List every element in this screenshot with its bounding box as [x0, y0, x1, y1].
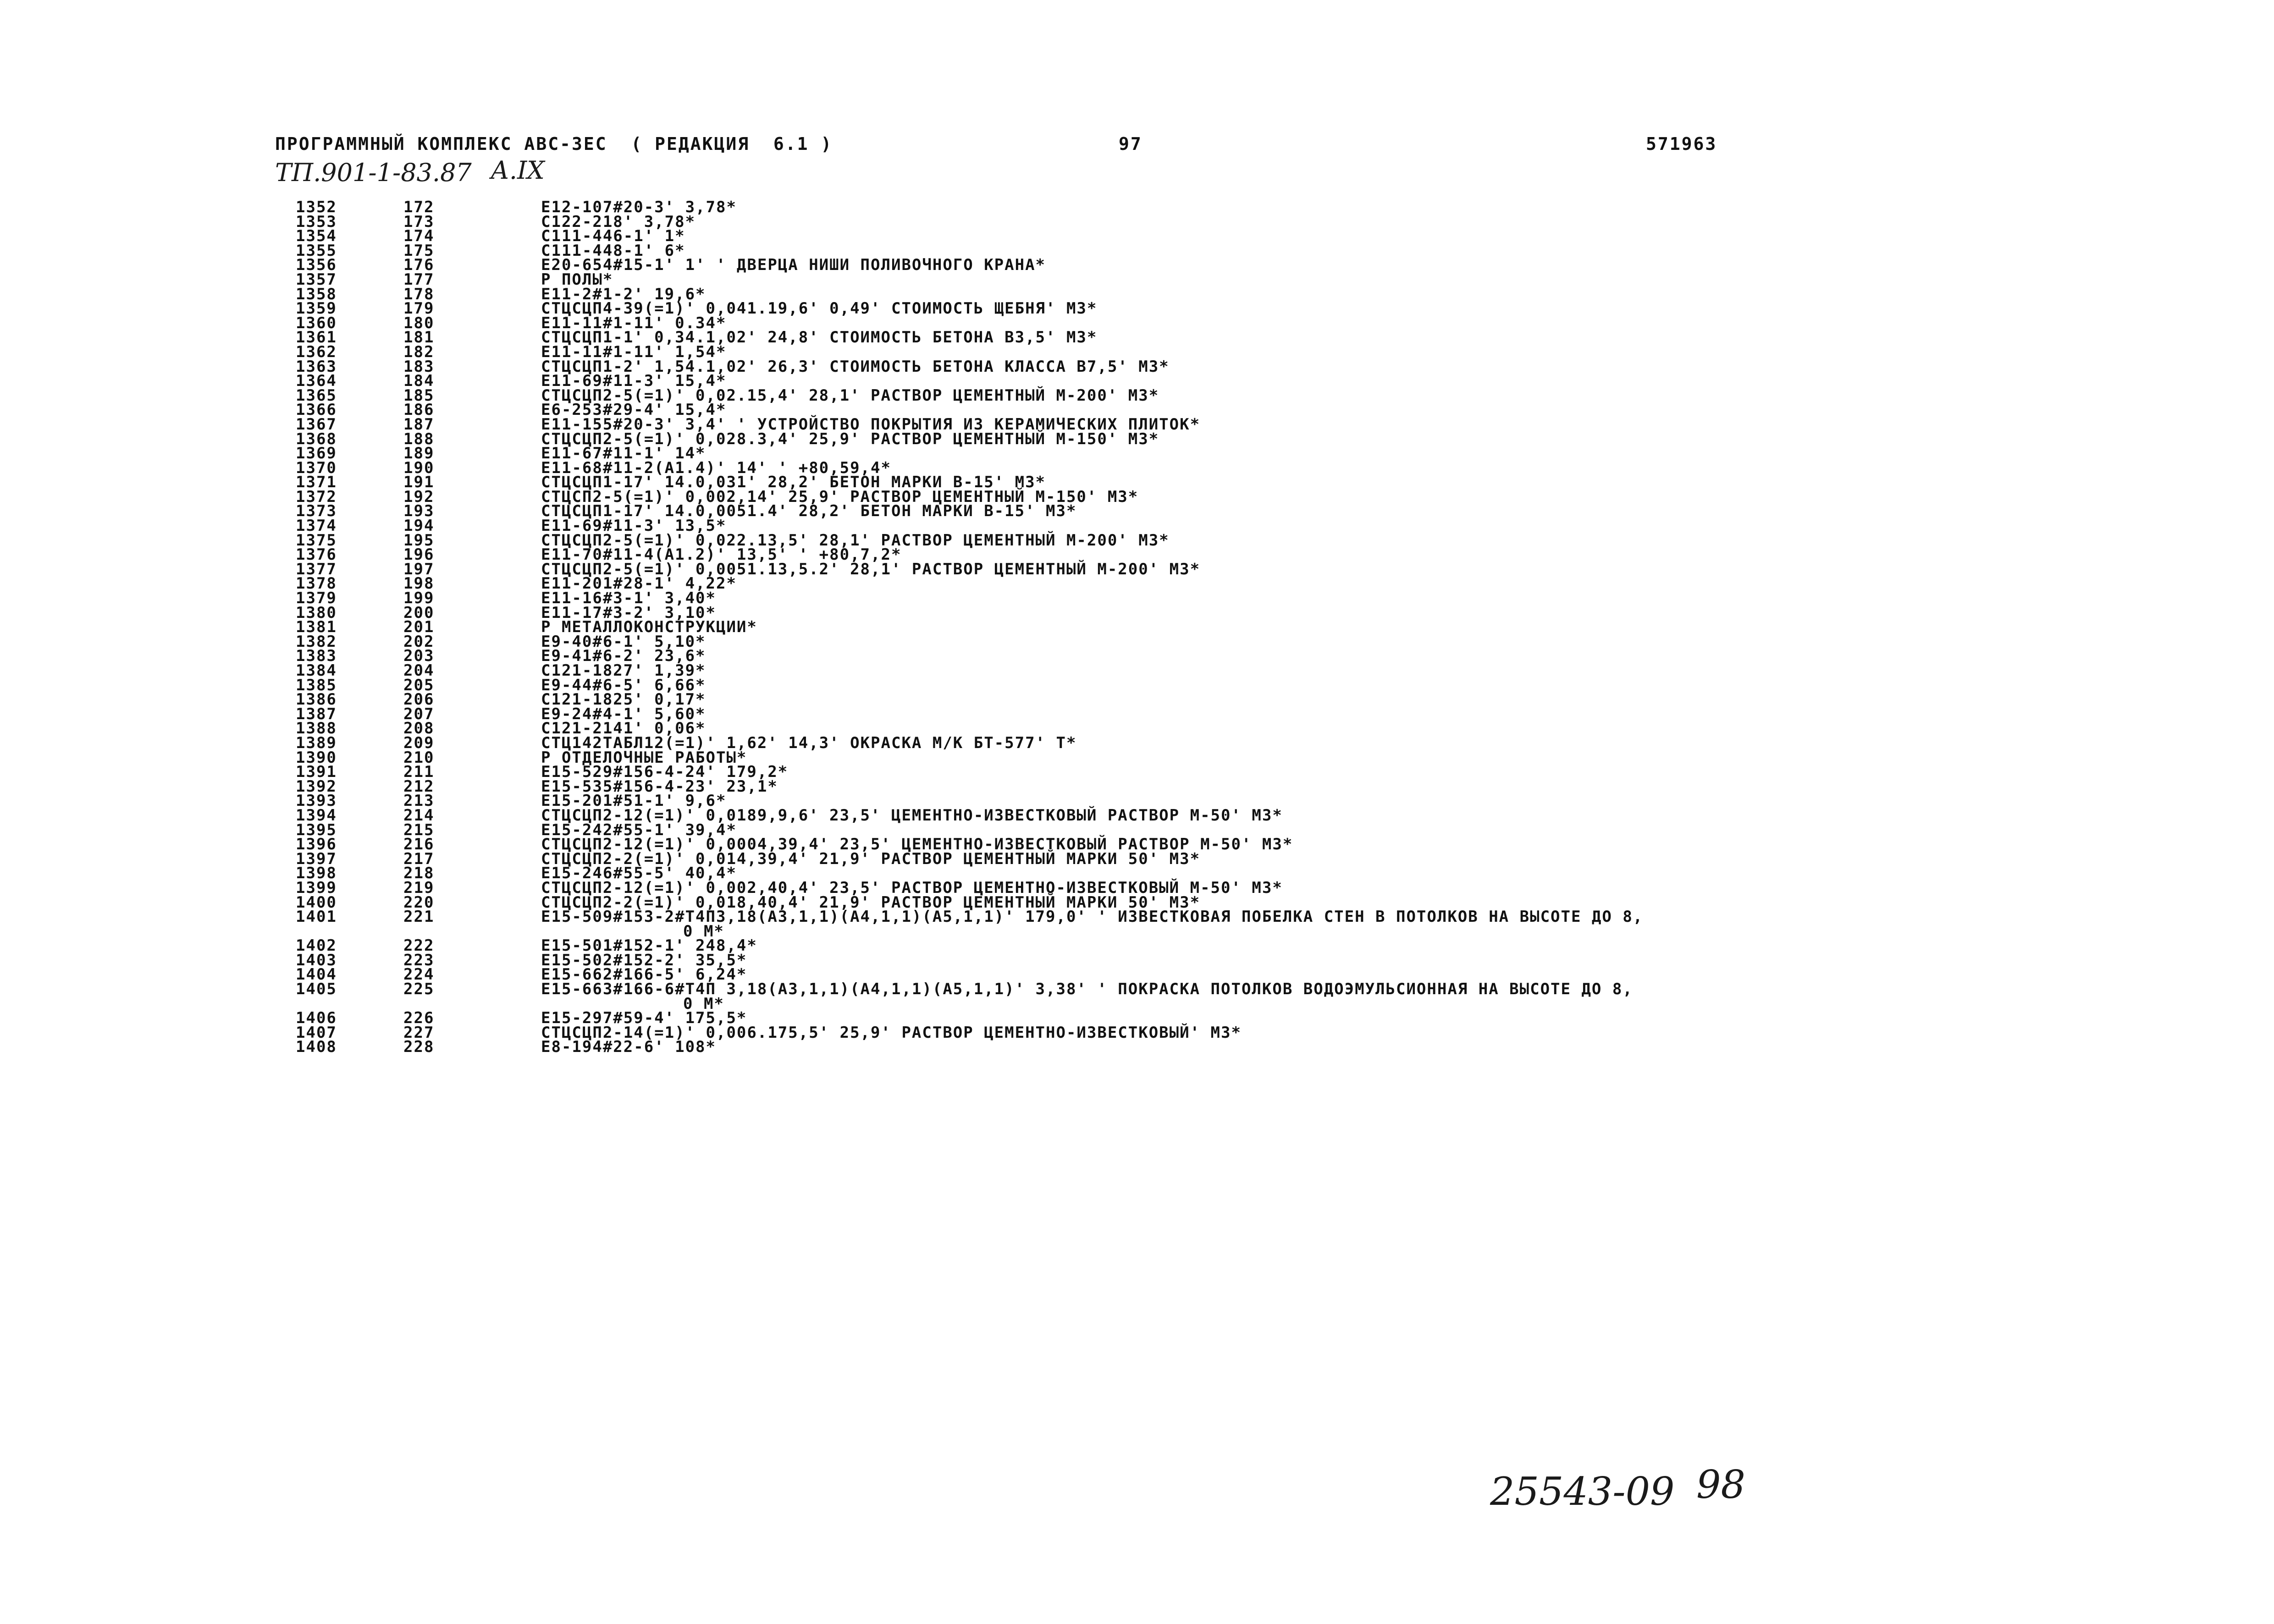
listing-row	[0, 574, 2274, 593]
line-number: 1362	[296, 342, 337, 361]
item-text: Е12-107#20-3' 3,78*	[541, 198, 737, 216]
line-number: 1363	[296, 357, 337, 376]
line-number: 1373	[296, 502, 337, 521]
line-number: 1376	[296, 545, 337, 564]
listing-row	[0, 806, 2274, 825]
line-number: 1392	[296, 777, 337, 796]
listing-row	[0, 316, 2274, 331]
line-number: 1390	[296, 748, 337, 767]
item-number: 194	[403, 517, 435, 535]
item-text: СТЦСЦП2-5(=1)' 0,0051.13,5.2' 28,1' РАСТВОР ЦЕМЕНТНЫЙ М-200' М3*	[541, 560, 1201, 578]
listing-row	[0, 748, 2274, 767]
item-text: Е11-2#1-2' 19,6*	[541, 285, 706, 303]
item-text: СТЦСЦП1-1' 0,34.1,02' 24,8' СТОИМОСТЬ БЕТОНА В3,5' М3*	[541, 328, 1098, 347]
item-number: 225	[403, 980, 435, 999]
listing-row	[0, 299, 2274, 318]
item-number: 228	[403, 1038, 435, 1057]
line-number: 1375	[296, 531, 337, 550]
item-number: 204	[403, 661, 435, 680]
item-number: 183	[403, 357, 435, 376]
listing-row	[0, 357, 2274, 376]
line-number: 1354	[296, 227, 337, 246]
item-text: Е15-535#156-4-23' 23,1*	[541, 777, 778, 796]
item-text: Е11-11#1-11' 0.34*	[541, 314, 727, 332]
listing-row	[0, 982, 2274, 1011]
item-text: Е6-253#29-4' 15,4*	[541, 401, 727, 419]
line-number: 1358	[296, 285, 337, 303]
item-number: 202	[403, 632, 435, 651]
item-text: СТЦ142ТАБЛ12(=1)' 1,62' 14,3' ОКРАСКА М/К БТ-577' Т*	[541, 733, 1077, 752]
item-number: 219	[403, 878, 435, 897]
line-number: 1356	[296, 256, 337, 275]
line-number: 1398	[296, 864, 337, 883]
item-text: Е15-246#55-5' 40,4*	[541, 864, 737, 883]
listing-row	[0, 603, 2274, 622]
line-number: 1402	[296, 936, 337, 955]
item-text: СТЦСЦП2-5(=1)' 0,028.3,4' 25,9' РАСТВОР ЦЕМЕНТНЫЙ М-150' М3*	[541, 429, 1159, 448]
item-number: 224	[403, 965, 435, 984]
item-text: Е11-70#11-4(А1.2)' 13,5' ' +80,7,2*	[541, 545, 902, 564]
item-text: Е9-44#6-5' 6,66*	[541, 676, 706, 694]
item-text: Е9-40#6-1' 5,10*	[541, 632, 706, 651]
item-text: Е9-24#4-1' 5,60*	[541, 705, 706, 723]
line-number: 1389	[296, 733, 337, 752]
listing-row	[0, 386, 2274, 405]
line-number: 1368	[296, 429, 337, 448]
listing-row	[0, 270, 2274, 289]
item-text: Е15-529#156-4-24' 179,2*	[541, 763, 789, 782]
listing-row	[0, 330, 2274, 345]
item-text: СТЦСЦП1-2' 1,54.1,02' 26,3' СТОИМОСТЬ БЕТОНА КЛАССА В7,5' М3*	[541, 357, 1170, 376]
listing-row	[0, 212, 2274, 231]
item-number: 179	[403, 299, 435, 318]
item-text: Е11-68#11-2(А1.4)' 14' ' +80,59,4*	[541, 458, 891, 477]
line-number: 1379	[296, 589, 337, 608]
listing-row	[0, 707, 2274, 722]
listing-row	[0, 458, 2274, 477]
item-text: Е15-297#59-4' 175,5*	[541, 1009, 747, 1028]
line-number: 1367	[296, 415, 337, 434]
item-text: С111-446-1' 1*	[541, 227, 685, 246]
item-number: 175	[403, 241, 435, 260]
item-text: Е8-194#22-6' 108*	[541, 1038, 716, 1057]
item-text: СТЦСЦП2-12(=1)' 0,0189,9,6' 23,5' ЦЕМЕНТНО-ИЗВЕСТКОВЫЙ РАСТВОР М-50' М3*	[541, 806, 1283, 825]
item-number: 200	[403, 603, 435, 622]
item-text: С122-218' 3,78*	[541, 212, 696, 231]
listing-row	[0, 258, 2274, 273]
item-text: Е11-155#20-3' 3,4' ' УСТРОЙСТВО ПОКРЫТИЯ ИЗ КЕРАМИЧЕСКИХ ПЛИТОК*	[541, 415, 1201, 434]
listing-row	[0, 849, 2274, 868]
item-number: 193	[403, 502, 435, 521]
listing-row	[0, 591, 2274, 606]
item-number: 180	[403, 314, 435, 332]
item-number: 203	[403, 647, 435, 666]
item-text: Е15-509#153-2#Т4П3,18(А3,1,1)(А4,1,1)(А5,1,1)' 179,0' ' ИЗВЕСТКОВАЯ ПОБЕЛКА СТЕН В ПОТОЛКОВ НА ВЫСОТЕ ДО 8,	[541, 908, 1644, 926]
item-text: Е20-654#15-1' 1' ' ДВЕРЦА НИШИ ПОЛИВОЧНОГО КРАНА*	[541, 256, 1046, 275]
item-number: 205	[403, 676, 435, 694]
item-number: 186	[403, 401, 435, 419]
line-number: 1372	[296, 487, 337, 506]
line-number: 1380	[296, 603, 337, 622]
item-number: 226	[403, 1009, 435, 1028]
item-text: Е15-201#51-1' 9,6*	[541, 792, 727, 810]
item-text: С121-2141' 0,06*	[541, 719, 706, 738]
line-number: 1365	[296, 386, 337, 405]
listing-row	[0, 446, 2274, 461]
line-number: 1408	[296, 1038, 337, 1057]
item-number: 184	[403, 372, 435, 391]
line-number: 1360	[296, 314, 337, 332]
line-number: 1353	[296, 212, 337, 231]
line-number: 1384	[296, 661, 337, 680]
item-text: СТЦСЦП2-2(=1)' 0,018,40,4' 21,9' РАСТВОР ЦЕМЕНТНЫЙ МАРКИ 50' М3*	[541, 893, 1201, 912]
item-text: СТЦСЦП1-17' 14.0,0051.4' 28,2' БЕТОН МАРКИ В-15' М3*	[541, 502, 1077, 521]
item-text: Е11-11#1-11' 1,54*	[541, 342, 727, 361]
handwritten-doc-code: ТП.901-1-83.87	[275, 158, 472, 187]
item-number: 172	[403, 198, 435, 216]
line-number: 1377	[296, 560, 337, 578]
listing-row	[0, 429, 2274, 448]
item-number: 215	[403, 820, 435, 839]
item-number: 195	[403, 531, 435, 550]
listing-row	[0, 632, 2274, 651]
item-number: 221	[403, 908, 435, 926]
item-text: С121-1827' 1,39*	[541, 661, 706, 680]
line-number: 1406	[296, 1009, 337, 1028]
item-text: Р МЕТАЛЛОКОНСТРУКЦИИ*	[541, 618, 757, 637]
item-number: 201	[403, 618, 435, 637]
line-number: 1400	[296, 893, 337, 912]
line-number: 1407	[296, 1023, 337, 1042]
item-number: 217	[403, 849, 435, 868]
item-number: 208	[403, 719, 435, 738]
listing-row	[0, 531, 2274, 550]
line-number: 1399	[296, 878, 337, 897]
line-number: 1388	[296, 719, 337, 738]
listing-row	[0, 200, 2274, 215]
item-number: 212	[403, 777, 435, 796]
item-number: 207	[403, 705, 435, 723]
item-text: СТЦСЦП1-17' 14.0,031' 28,2' БЕТОН МАРКИ В-15' М3*	[541, 473, 1046, 492]
line-number: 1381	[296, 618, 337, 637]
item-number: 222	[403, 936, 435, 955]
item-number: 192	[403, 487, 435, 506]
item-text-continuation: 0 М*	[683, 994, 724, 1013]
item-number: 210	[403, 748, 435, 767]
item-number: 178	[403, 285, 435, 303]
item-text: Е15-663#166-6#Т4П 3,18(А3,1,1)(А4,1,1)(А5,1,1)' 3,38' ' ПОКРАСКА ПОТОЛКОВ ВОДОЭМУЛЬСИОННАЯ НА ВЫСОТЕ ДО 8,	[541, 980, 1633, 999]
item-text: СТЦСЦП2-5(=1)' 0,02.15,4' 28,1' РАСТВОР ЦЕМЕНТНЫЙ М-200' М3*	[541, 386, 1159, 405]
listing-row	[0, 733, 2274, 752]
item-text: Е15-502#152-2' 35,5*	[541, 951, 747, 969]
item-number: 227	[403, 1023, 435, 1042]
line-number: 1404	[296, 965, 337, 984]
item-number: 209	[403, 733, 435, 752]
listing-row	[0, 936, 2274, 955]
line-number: 1359	[296, 299, 337, 318]
item-number: 220	[403, 893, 435, 912]
line-number: 1395	[296, 820, 337, 839]
item-number: 197	[403, 560, 435, 578]
item-number: 177	[403, 270, 435, 289]
item-number: 198	[403, 574, 435, 593]
listing-row	[0, 953, 2274, 968]
document-code: 571963	[1646, 134, 1717, 154]
line-number: 1391	[296, 763, 337, 782]
item-number: 176	[403, 256, 435, 275]
item-number: 206	[403, 690, 435, 709]
item-text: Е11-16#3-1' 3,40*	[541, 589, 716, 608]
listing-row	[0, 649, 2274, 664]
item-text: Е15-242#55-1' 39,4*	[541, 820, 737, 839]
line-number: 1383	[296, 647, 337, 666]
item-text: Е15-662#166-5' 6,24*	[541, 965, 747, 984]
item-text: Р ПОЛЫ*	[541, 270, 613, 289]
handwritten-signature-number: 25543-09	[1490, 1469, 1675, 1514]
listing-row	[0, 910, 2274, 939]
line-number: 1357	[296, 270, 337, 289]
item-number: 182	[403, 342, 435, 361]
item-number: 181	[403, 328, 435, 347]
item-number: 199	[403, 589, 435, 608]
line-number: 1393	[296, 792, 337, 810]
listing-row	[0, 678, 2274, 693]
line-number: 1371	[296, 473, 337, 492]
item-text: Е9-41#6-2' 23,6*	[541, 647, 706, 666]
listing-row	[0, 721, 2274, 736]
listing-row	[0, 777, 2274, 796]
line-number: 1396	[296, 835, 337, 854]
item-number: 211	[403, 763, 435, 782]
line-number: 1361	[296, 328, 337, 347]
line-number: 1352	[296, 198, 337, 216]
item-text: С111-448-1' 6*	[541, 241, 685, 260]
item-text: СТЦСЦП2-12(=1)' 0,0004,39,4' 23,5' ЦЕМЕНТНО-ИЗВЕСТКОВЫЙ РАСТВОР М-50' М3*	[541, 835, 1293, 854]
line-number: 1387	[296, 705, 337, 723]
listing-row	[0, 287, 2274, 302]
program-title: ПРОГРАММНЫЙ КОМПЛЕКС АВС-3ЕС ( РЕДАКЦИЯ 6.1 )	[275, 134, 833, 154]
item-number: 223	[403, 951, 435, 969]
listing-row	[0, 487, 2274, 506]
listing-row	[0, 661, 2274, 680]
listing-row	[0, 229, 2274, 244]
item-number: 188	[403, 429, 435, 448]
line-number: 1401	[296, 908, 337, 926]
line-number: 1355	[296, 241, 337, 260]
listing-row	[0, 241, 2274, 260]
item-text: Р ОТДЕЛОЧНЫЕ РАБОТЫ*	[541, 748, 747, 767]
listing-row	[0, 1040, 2274, 1055]
item-text: СТЦСЦП2-2(=1)' 0,014,39,4' 21,9' РАСТВОР ЦЕМЕНТНЫЙ МАРКИ 50' М3*	[541, 849, 1201, 868]
line-number: 1403	[296, 951, 337, 969]
line-number: 1405	[296, 980, 337, 999]
item-text: Е11-69#11-3' 13,5*	[541, 517, 727, 535]
handwritten-signature-page: 98	[1696, 1462, 1745, 1507]
handwritten-doc-mark: А.IX	[491, 156, 545, 185]
line-number: 1382	[296, 632, 337, 651]
page-number: 97	[1119, 134, 1143, 154]
item-number: 189	[403, 444, 435, 463]
item-text: СТЦСЦП2-5(=1)' 0,022.13,5' 28,1' РАСТВОР ЦЕМЕНТНЫЙ М-200' М3*	[541, 531, 1170, 550]
listing-row	[0, 620, 2274, 635]
line-number: 1385	[296, 676, 337, 694]
item-number: 187	[403, 415, 435, 434]
item-text: СТЦСЦП2-14(=1)' 0,006.175,5' 25,9' РАСТВОР ЦЕМЕНТНО-ИЗВЕСТКОВЫЙ' М3*	[541, 1023, 1242, 1042]
item-number: 196	[403, 545, 435, 564]
item-number: 216	[403, 835, 435, 854]
listing-row	[0, 690, 2274, 709]
item-text: С121-1825' 0,17*	[541, 690, 706, 709]
line-number: 1374	[296, 517, 337, 535]
item-text: Е11-69#11-3' 15,4*	[541, 372, 727, 391]
listing-row	[0, 1023, 2274, 1042]
item-number: 218	[403, 864, 435, 883]
line-number: 1386	[296, 690, 337, 709]
item-text: СТЦСЦП2-12(=1)' 0,002,40,4' 23,5' РАСТВОР ЦЕМЕНТНО-ИЗВЕСТКОВЫЙ М-50' М3*	[541, 878, 1283, 897]
listing-rows	[0, 200, 2274, 1055]
listing-row	[0, 765, 2274, 780]
item-number: 190	[403, 458, 435, 477]
line-number: 1364	[296, 372, 337, 391]
listing-row	[0, 562, 2274, 577]
item-text: СТЦСЦП4-39(=1)' 0,041.19,6' 0,49' СТОИМОСТЬ ЩЕБНЯ' М3*	[541, 299, 1098, 318]
item-number: 213	[403, 792, 435, 810]
item-number: 185	[403, 386, 435, 405]
item-number: 214	[403, 806, 435, 825]
item-number: 174	[403, 227, 435, 246]
item-number: 191	[403, 473, 435, 492]
item-text: СТЦСП2-5(=1)' 0,002,14' 25,9' РАСТВОР ЦЕМЕНТНЫЙ М-150' М3*	[541, 487, 1139, 506]
line-number: 1378	[296, 574, 337, 593]
item-text: Е11-17#3-2' 3,10*	[541, 603, 716, 622]
line-number: 1370	[296, 458, 337, 477]
item-text: Е11-201#28-1' 4,22*	[541, 574, 737, 593]
item-text-continuation: 0 М*	[683, 922, 724, 941]
item-number: 173	[403, 212, 435, 231]
item-text: Е15-501#152-1' 248,4*	[541, 936, 757, 955]
line-number: 1397	[296, 849, 337, 868]
line-number: 1369	[296, 444, 337, 463]
line-number: 1366	[296, 401, 337, 419]
listing-row	[0, 504, 2274, 519]
line-number: 1394	[296, 806, 337, 825]
item-text: Е11-67#11-1' 14*	[541, 444, 706, 463]
